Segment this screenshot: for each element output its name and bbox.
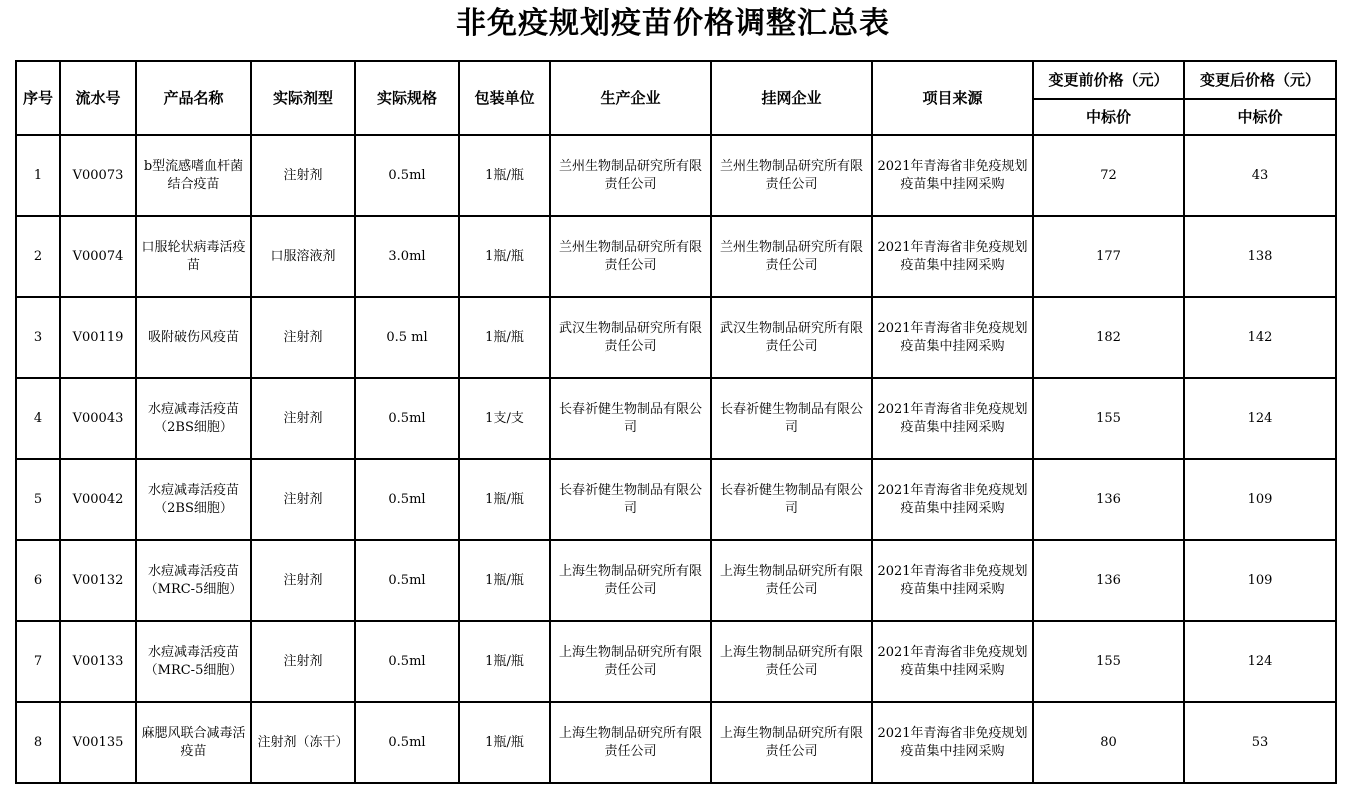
cell-source: 2021年青海省非免疫规划疫苗集中挂网采购 bbox=[872, 216, 1033, 297]
cell-package: 1瓶/瓶 bbox=[459, 702, 550, 783]
cell-serial: V00073 bbox=[60, 135, 136, 216]
cell-spec: 0.5ml bbox=[355, 621, 459, 702]
table-row bbox=[16, 540, 1336, 621]
cell-spec: 0.5ml bbox=[355, 378, 459, 459]
cell-source: 2021年青海省非免疫规划疫苗集中挂网采购 bbox=[872, 621, 1033, 702]
cell-manufacturer: 上海生物制品研究所有限责任公司 bbox=[550, 540, 711, 621]
cell-price-after: 53 bbox=[1184, 702, 1336, 783]
header-product: 产品名称 bbox=[136, 61, 251, 135]
cell-listing: 长春祈健生物制品有限公司 bbox=[711, 378, 872, 459]
cell-dosage: 注射剂 bbox=[251, 297, 355, 378]
cell-price-after: 124 bbox=[1184, 621, 1336, 702]
cell-spec: 0.5 ml bbox=[355, 297, 459, 378]
header-bid-before: 中标价 bbox=[1033, 99, 1184, 135]
cell-manufacturer: 长春祈健生物制品有限公司 bbox=[550, 459, 711, 540]
header-seq: 序号 bbox=[16, 61, 60, 135]
cell-listing: 上海生物制品研究所有限责任公司 bbox=[711, 702, 872, 783]
header-source: 项目来源 bbox=[872, 61, 1033, 135]
cell-seq: 6 bbox=[16, 540, 60, 621]
cell-price-after: 138 bbox=[1184, 216, 1336, 297]
table-row bbox=[16, 216, 1336, 297]
cell-source: 2021年青海省非免疫规划疫苗集中挂网采购 bbox=[872, 135, 1033, 216]
cell-listing: 长春祈健生物制品有限公司 bbox=[711, 459, 872, 540]
cell-spec: 3.0ml bbox=[355, 216, 459, 297]
cell-manufacturer: 上海生物制品研究所有限责任公司 bbox=[550, 702, 711, 783]
table-row bbox=[16, 135, 1336, 216]
cell-package: 1支/支 bbox=[459, 378, 550, 459]
cell-serial: V00043 bbox=[60, 378, 136, 459]
cell-seq: 3 bbox=[16, 297, 60, 378]
cell-product: 吸附破伤风疫苗 bbox=[136, 297, 251, 378]
cell-manufacturer: 武汉生物制品研究所有限责任公司 bbox=[550, 297, 711, 378]
cell-price-after: 109 bbox=[1184, 459, 1336, 540]
cell-manufacturer: 长春祈健生物制品有限公司 bbox=[550, 378, 711, 459]
cell-spec: 0.5ml bbox=[355, 459, 459, 540]
table-row bbox=[16, 702, 1336, 783]
cell-package: 1瓶/瓶 bbox=[459, 540, 550, 621]
cell-package: 1瓶/瓶 bbox=[459, 459, 550, 540]
cell-source: 2021年青海省非免疫规划疫苗集中挂网采购 bbox=[872, 297, 1033, 378]
cell-listing: 兰州生物制品研究所有限责任公司 bbox=[711, 216, 872, 297]
cell-dosage: 口服溶液剂 bbox=[251, 216, 355, 297]
cell-price-before: 136 bbox=[1033, 459, 1184, 540]
cell-spec: 0.5ml bbox=[355, 540, 459, 621]
cell-serial: V00135 bbox=[60, 702, 136, 783]
cell-serial: V00133 bbox=[60, 621, 136, 702]
cell-seq: 2 bbox=[16, 216, 60, 297]
cell-price-after: 142 bbox=[1184, 297, 1336, 378]
table-row bbox=[16, 621, 1336, 702]
header-bid-after: 中标价 bbox=[1184, 99, 1336, 135]
table-row bbox=[16, 297, 1336, 378]
cell-price-before: 136 bbox=[1033, 540, 1184, 621]
cell-seq: 1 bbox=[16, 135, 60, 216]
cell-package: 1瓶/瓶 bbox=[459, 216, 550, 297]
cell-price-after: 43 bbox=[1184, 135, 1336, 216]
cell-spec: 0.5ml bbox=[355, 702, 459, 783]
page-title: 非免疫规划疫苗价格调整汇总表 bbox=[456, 6, 890, 41]
cell-package: 1瓶/瓶 bbox=[459, 621, 550, 702]
cell-dosage: 注射剂 bbox=[251, 621, 355, 702]
cell-serial: V00119 bbox=[60, 297, 136, 378]
cell-product: 水痘减毒活疫苗（2BS细胞） bbox=[136, 459, 251, 540]
table-body bbox=[16, 135, 1336, 783]
cell-listing: 上海生物制品研究所有限责任公司 bbox=[711, 540, 872, 621]
cell-serial: V00074 bbox=[60, 216, 136, 297]
cell-serial: V00132 bbox=[60, 540, 136, 621]
cell-dosage: 注射剂 bbox=[251, 135, 355, 216]
cell-price-after: 109 bbox=[1184, 540, 1336, 621]
cell-dosage: 注射剂 bbox=[251, 459, 355, 540]
cell-dosage: 注射剂（冻干） bbox=[251, 702, 355, 783]
cell-price-after: 124 bbox=[1184, 378, 1336, 459]
table-row bbox=[16, 378, 1336, 459]
cell-seq: 5 bbox=[16, 459, 60, 540]
cell-product: 水痘减毒活疫苗（MRC-5细胞） bbox=[136, 621, 251, 702]
cell-product: 水痘减毒活疫苗（MRC-5细胞） bbox=[136, 540, 251, 621]
cell-seq: 7 bbox=[16, 621, 60, 702]
header-spec: 实际规格 bbox=[355, 61, 459, 135]
cell-price-before: 155 bbox=[1033, 621, 1184, 702]
cell-serial: V00042 bbox=[60, 459, 136, 540]
cell-listing: 武汉生物制品研究所有限责任公司 bbox=[711, 297, 872, 378]
header-price-after: 变更后价格（元） bbox=[1184, 61, 1336, 99]
header-serial: 流水号 bbox=[60, 61, 136, 135]
cell-listing: 兰州生物制品研究所有限责任公司 bbox=[711, 135, 872, 216]
header-price-before: 变更前价格（元） bbox=[1033, 61, 1184, 99]
cell-package: 1瓶/瓶 bbox=[459, 297, 550, 378]
cell-source: 2021年青海省非免疫规划疫苗集中挂网采购 bbox=[872, 378, 1033, 459]
header-listing: 挂网企业 bbox=[711, 61, 872, 135]
cell-listing: 上海生物制品研究所有限责任公司 bbox=[711, 621, 872, 702]
cell-manufacturer: 上海生物制品研究所有限责任公司 bbox=[550, 621, 711, 702]
cell-package: 1瓶/瓶 bbox=[459, 135, 550, 216]
cell-product: 口服轮状病毒活疫苗 bbox=[136, 216, 251, 297]
header-package: 包装单位 bbox=[459, 61, 550, 135]
cell-dosage: 注射剂 bbox=[251, 540, 355, 621]
cell-product: 水痘减毒活疫苗（2BS细胞） bbox=[136, 378, 251, 459]
cell-seq: 4 bbox=[16, 378, 60, 459]
cell-price-before: 155 bbox=[1033, 378, 1184, 459]
cell-price-before: 177 bbox=[1033, 216, 1184, 297]
cell-source: 2021年青海省非免疫规划疫苗集中挂网采购 bbox=[872, 540, 1033, 621]
cell-manufacturer: 兰州生物制品研究所有限责任公司 bbox=[550, 135, 711, 216]
cell-source: 2021年青海省非免疫规划疫苗集中挂网采购 bbox=[872, 459, 1033, 540]
header-dosage: 实际剂型 bbox=[251, 61, 355, 135]
cell-price-before: 182 bbox=[1033, 297, 1184, 378]
cell-product: 麻腮风联合减毒活疫苗 bbox=[136, 702, 251, 783]
cell-source: 2021年青海省非免疫规划疫苗集中挂网采购 bbox=[872, 702, 1033, 783]
cell-seq: 8 bbox=[16, 702, 60, 783]
cell-price-before: 80 bbox=[1033, 702, 1184, 783]
header-manufacturer: 生产企业 bbox=[550, 61, 711, 135]
header-row bbox=[16, 61, 1336, 99]
table-row bbox=[16, 459, 1336, 540]
price-table bbox=[15, 60, 1337, 784]
cell-price-before: 72 bbox=[1033, 135, 1184, 216]
cell-manufacturer: 兰州生物制品研究所有限责任公司 bbox=[550, 216, 711, 297]
cell-spec: 0.5ml bbox=[355, 135, 459, 216]
cell-dosage: 注射剂 bbox=[251, 378, 355, 459]
cell-product: b型流感嗜血杆菌结合疫苗 bbox=[136, 135, 251, 216]
